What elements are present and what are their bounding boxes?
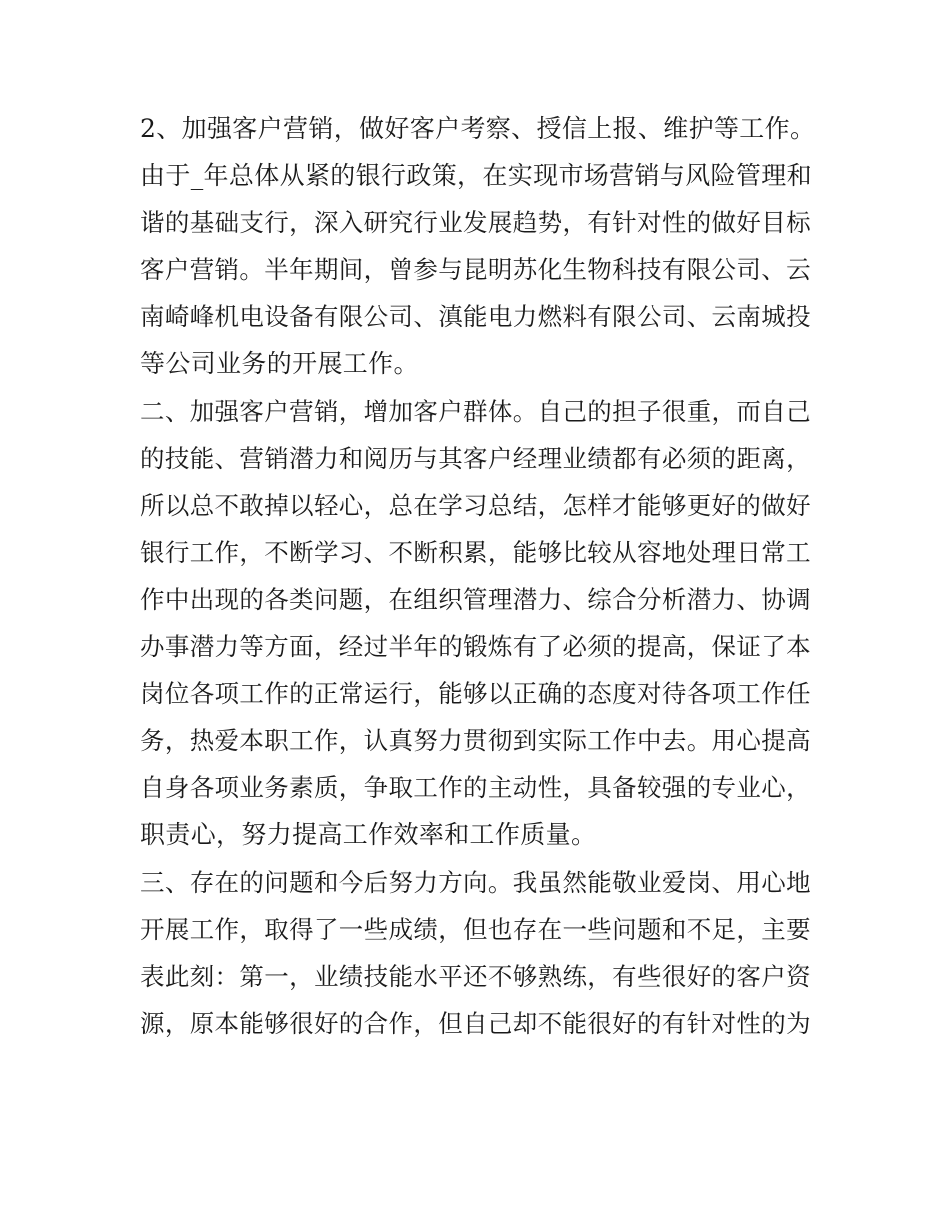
text-line: 客户营销。半年期间，曾参与昆明苏化生物科技有限公司、云 [140,255,811,285]
text-line: 职责心，努力提高工作效率和工作质量。 [140,820,597,850]
text-line: 开展工作，取得了一些成绩，但也存在一些问题和不足，主要 [140,914,811,944]
text-line: 的技能、营销潜力和阅历与其客户经理业绩都有必须的距离， [140,443,811,473]
text-line: 所以总不敢掉以轻心，总在学习总结，怎样才能够更好的做好 [140,490,811,520]
text-line: 作中出现的各类问题，在组织管理潜力、综合分析潜力、协调 [140,584,811,614]
text-line: 谐的基础支行，深入研究行业发展趋势，有针对性的做好目标 [140,208,811,238]
text-line: 银行工作，不断学习、不断积累，能够比较从容地处理日常工 [140,537,811,567]
text-line: 岗位各项工作的正常运行，能够以正确的态度对待各项工作任 [140,679,811,709]
text-line: 表此刻：第一，业绩技能水平还不够熟练，有些很好的客户资 [140,961,811,991]
text-line: 2、加强客户营销，做好客户考察、授信上报、维护等工作。 [140,114,816,143]
text-line: 三、存在的问题和今后努力方向。我虽然能敬业爱岗、用心地 [140,867,811,897]
text-line: 南崎峰机电设备有限公司、滇能电力燃料有限公司、云南城投 [140,302,811,332]
text-line: 务，热爱本职工作，认真努力贯彻到实际工作中去。用心提高 [140,726,811,756]
text-line: 办事潜力等方面，经过半年的锻炼有了必须的提高，保证了本 [140,632,811,662]
text-line: 源，原本能够很好的合作，但自己却不能很好的有针对性的为 [140,1008,811,1038]
text-line: 自身各项业务素质，争取工作的主动性，具备较强的专业心， [140,773,811,803]
text-line: 由于_年总体从紧的银行政策，在实现市场营销与风险管理和 [140,161,812,191]
document-body [140,105,815,1047]
text-line: 等公司业务的开展工作。 [140,349,419,379]
text-line: 二、加强客户营销，增加客户群体。自己的担子很重，而自己 [140,396,811,426]
